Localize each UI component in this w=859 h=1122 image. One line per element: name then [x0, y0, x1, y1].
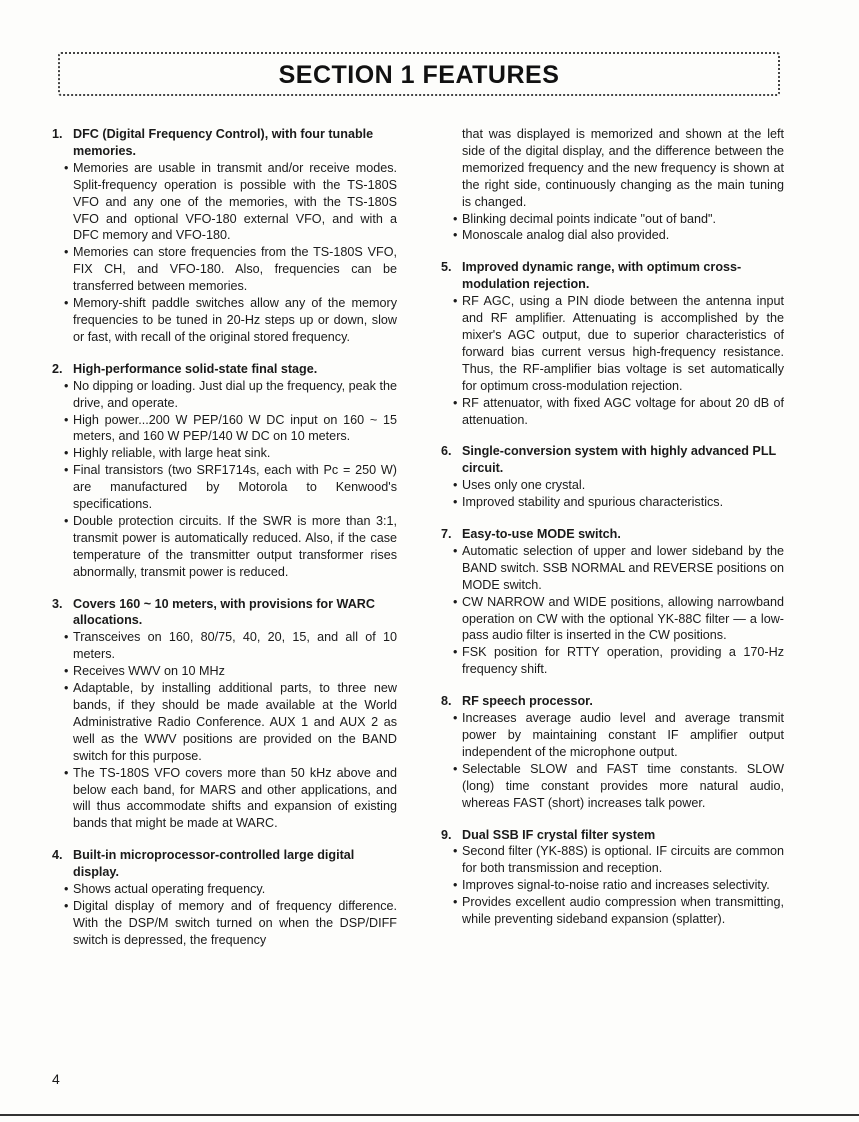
- bullet-item: • Memories are usable in transmit and/or receive modes. Split-frequency operation is possible with the TS-180S VFO and any one of the memories, with the TS-180S VFO and optional VFO-180 external VFO, and with a DFC memory and VFO-180.: [52, 160, 397, 245]
- bullet-item: • Final transistors (two SRF1714s, each with Pc = 250 W) are manufactured by Motorola to Kenwood's specifications.: [52, 462, 397, 513]
- section-heading-text: Improved dynamic range, with optimum cross-modulation rejection.: [462, 260, 742, 292]
- section-banner: [58, 52, 780, 96]
- feature-section-5: [441, 259, 784, 428]
- bullet-item: • High power...200 W PEP/160 W DC input on 160 ~ 15 meters, and 160 W PEP/140 W DC on 10 meters.: [52, 412, 397, 446]
- bullet-item: • Memories can store frequencies from the TS-180S VFO, FIX CH, and VFO-180. Also, frequencies can be transferred between memories.: [52, 244, 397, 295]
- left-column: [52, 126, 397, 964]
- section-heading-text: Single-conversion system with highly advanced PLL circuit.: [462, 444, 776, 476]
- section-heading: [52, 361, 397, 378]
- feature-section-6: [441, 443, 784, 511]
- section-heading: [441, 443, 784, 477]
- bullet-item: • Transceives on 160, 80/75, 40, 20, 15, and all of 10 meters.: [52, 629, 397, 663]
- bullet-item: • Improves signal-to-noise ratio and increases selectivity.: [441, 877, 784, 894]
- bullet-item: • Automatic selection of upper and lower sideband by the BAND switch. SSB NORMAL and REVERSE positions on MODE switch.: [441, 543, 784, 594]
- section-heading-text: Easy-to-use MODE switch.: [462, 527, 621, 542]
- right-column: [441, 126, 784, 943]
- bullet-item: • RF attenuator, with fixed AGC voltage for about 20 dB of attenuation.: [441, 395, 784, 429]
- section-title: SECTION 1 FEATURES: [278, 61, 560, 89]
- bullet-item: • Provides excellent audio compression when transmitting, while preventing sideband expansion (splatter).: [441, 894, 784, 928]
- section-number: 4.: [52, 848, 63, 863]
- section-4-continuation: [441, 126, 784, 244]
- bullet-item: • Increases average audio level and average transmit power by maintaining constant IF amplifier output independent of the microphone output.: [441, 710, 784, 761]
- section-number: 7.: [441, 527, 452, 542]
- bullet-item: • Monoscale analog dial also provided.: [441, 227, 784, 244]
- bullet-item: • Second filter (YK-88S) is optional. IF circuits are common for both transmission and reception.: [441, 843, 784, 877]
- section-number: 1.: [52, 127, 63, 141]
- section-number: 8.: [441, 694, 452, 709]
- bullet-item: • Double protection circuits. If the SWR is more than 3:1, transmit power is automatically reduced. Also, if the case temperature of the transmitter output transformer rises abnormally, transmit power is reduced.: [52, 513, 397, 581]
- bullet-item: • RF AGC, using a PIN diode between the antenna input and RF amplifier. Attenuating is accomplished by the mixer's AGC output, due to superior characteristics of forward bias current versus high-frequency resistance. Thus, the RF-amplifier bias voltage is set automatically for optimum cross-modulation rejection.: [441, 293, 784, 394]
- bullet-item: • Shows actual operating frequency.: [52, 881, 397, 898]
- bullet-item: • Digital display of memory and of frequency difference. With the DSP/M switch turned on when the DSP/DIFF switch is depressed, the frequency: [52, 898, 397, 949]
- feature-section-3: [52, 596, 397, 833]
- section-heading: [441, 259, 784, 293]
- page-number: 4: [52, 1071, 60, 1087]
- feature-section-2: [52, 361, 397, 581]
- feature-section-1: [52, 126, 397, 346]
- bullet-item: • Adaptable, by installing additional parts, to three new bands, if they should be made available at the World Administrative Radio Conference. AUX 1 and AUX 2 as well as the WWV positions are provided on the BAND switch for this purpose.: [52, 680, 397, 765]
- bullet-item: • Blinking decimal points indicate "out of band".: [441, 211, 784, 228]
- section-number: 2.: [52, 361, 63, 376]
- section-heading-text: DFC (Digital Frequency Control), with four tunable memories.: [73, 127, 374, 158]
- continuation-text: that was displayed is memorized and shown at the left side of the digital display, and the difference between the memorized frequency and the new frequency is shown at the right side, continuously changing as the main tuning is changed.: [462, 127, 784, 209]
- bullet-item: • CW NARROW and WIDE positions, allowing narrowband operation on CW with the optional YK-88C filter — a low-pass audio filter is inserted in the CW positions.: [441, 594, 784, 645]
- section-heading: [52, 126, 397, 160]
- section-heading-text: Built-in microprocessor-controlled large digital display.: [73, 848, 355, 880]
- section-heading: [441, 526, 784, 543]
- feature-section-4: [52, 847, 397, 948]
- section-number: 9.: [441, 827, 452, 842]
- section-number: 6.: [441, 444, 452, 459]
- bullet-item: • Receives WWV on 10 MHz: [52, 663, 397, 680]
- feature-section-7: [441, 526, 784, 678]
- section-number: 3.: [52, 596, 63, 611]
- footer-rule: [0, 1114, 859, 1116]
- bullet-item: • Memory-shift paddle switches allow any of the memory frequencies to be tuned in 20-Hz steps up or down, slow or fast, with recall of the original stored frequency.: [52, 295, 397, 346]
- section-heading: [52, 596, 397, 630]
- bullet-item: • Selectable SLOW and FAST time constants. SLOW (long) time constant provides more natural audio, whereas FAST (short) increases talk power.: [441, 761, 784, 812]
- bullet-item: • No dipping or loading. Just dial up the frequency, peak the drive, and operate.: [52, 378, 397, 412]
- section-number: 5.: [441, 260, 452, 275]
- feature-section-9: [441, 827, 784, 928]
- bullet-item: • FSK position for RTTY operation, providing a 170-Hz frequency shift.: [441, 644, 784, 678]
- section-heading-text: Covers 160 ~ 10 meters, with provisions for WARC allocations.: [73, 596, 375, 628]
- bullet-item: • The TS-180S VFO covers more than 50 kHz above and below each band, for MARS and other applications, and will thus accommodate shifts and expansion of existing bands that might be made at WARC.: [52, 765, 397, 833]
- section-heading-text: RF speech processor.: [462, 694, 593, 709]
- bullet-item: • Highly reliable, with large heat sink.: [52, 445, 397, 462]
- section-heading-text: High-performance solid-state final stage.: [73, 361, 318, 376]
- section-heading: [441, 827, 784, 844]
- section-heading: [441, 693, 784, 710]
- bullet-item: • Improved stability and spurious characteristics.: [441, 494, 784, 511]
- feature-section-8: [441, 693, 784, 811]
- bullet-item: • Uses only one crystal.: [441, 477, 784, 494]
- section-heading: [52, 847, 397, 881]
- section-heading-text: Dual SSB IF crystal filter system: [462, 827, 656, 842]
